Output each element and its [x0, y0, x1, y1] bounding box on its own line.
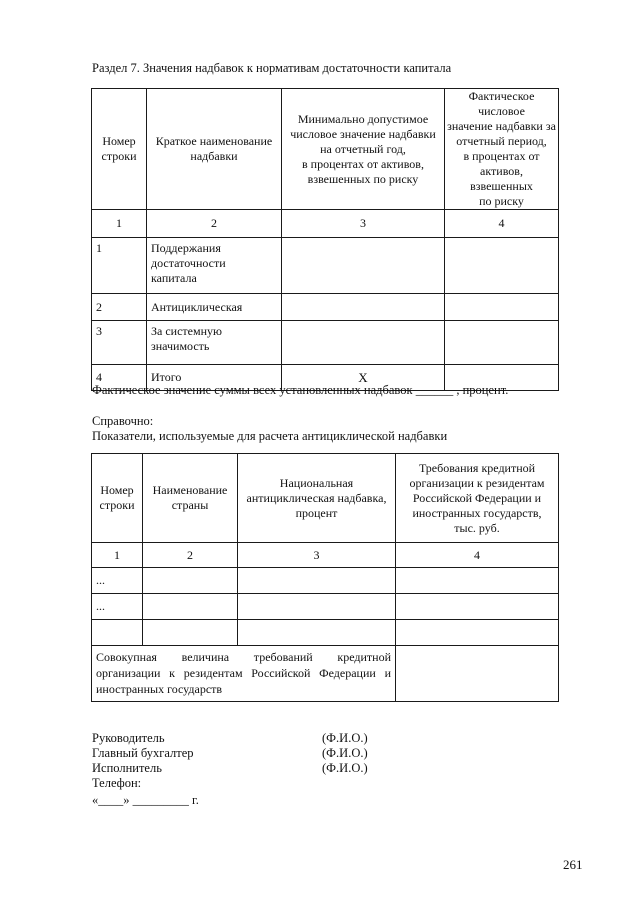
country-cell[interactable] [143, 568, 238, 594]
column-number: 1 [92, 543, 143, 568]
reference-label: Справочно: [92, 414, 154, 428]
table-header-row [92, 89, 559, 210]
column-number: 2 [143, 543, 238, 568]
signature-label-executor: Исполнитель [92, 761, 162, 775]
country-cell[interactable] [143, 620, 238, 646]
header-min-value: Минимально допустимое числовое значение надбавки на отчетный год, в процентах от активов, взвешенных по риску [282, 89, 445, 210]
column-number: 4 [445, 210, 559, 238]
table-row [92, 594, 559, 620]
actual-value-cell[interactable] [445, 294, 559, 321]
header-national-buffer: Национальная антициклическая надбавка, процент [238, 454, 396, 543]
header-row-number: Номер строки [92, 454, 143, 543]
signature-label-head: Руководитель [92, 731, 165, 745]
table-row [92, 321, 559, 365]
column-number: 1 [92, 210, 147, 238]
header-buffer-name: Краткое наименование надбавки [147, 89, 282, 210]
row-number: 3 [92, 321, 147, 365]
date-line: «____» _________ г. [92, 793, 199, 807]
signature-fio-head: (Ф.И.О.) [322, 731, 368, 745]
row-number [92, 620, 143, 646]
page-number: 261 [563, 857, 583, 872]
buffer-name: Итого [147, 365, 282, 391]
signature-fio-accountant: (Ф.И.О.) [322, 746, 368, 760]
national-buffer-cell[interactable] [238, 620, 396, 646]
table-row-total [92, 646, 559, 702]
country-cell[interactable] [143, 594, 238, 620]
actual-value-cell[interactable] [445, 321, 559, 365]
min-value-cell: X [282, 365, 445, 391]
header-claims: Требования кредитной организации к резидентам Российской Федерации и иностранных государств, тыс. руб. [396, 454, 559, 543]
column-number: 4 [396, 543, 559, 568]
table-header-row [92, 454, 559, 543]
row-number: ... [92, 594, 143, 620]
reference-subtitle: Показатели, используемые для расчета антициклической надбавки [92, 429, 448, 443]
actual-sum-line: Фактическое значение суммы всех установленных надбавок ______ , процент. [92, 383, 509, 397]
table-row [92, 294, 559, 321]
column-number-row [92, 210, 559, 238]
buffer-name: Поддержания достаточности капитала [147, 238, 282, 294]
section-title: Раздел 7. Значения надбавок к нормативам достаточности капитала [92, 61, 452, 75]
min-value-cell[interactable] [282, 321, 445, 365]
national-buffer-cell[interactable] [238, 594, 396, 620]
header-row-number: Номер строки [92, 89, 147, 210]
row-number: ... [92, 568, 143, 594]
column-number: 2 [147, 210, 282, 238]
total-claims-label: Совокупная величина требований кредитной организации к резидентам Российской Федерации и иностранных государств [92, 646, 396, 702]
header-actual-value: Фактическое числовое значение надбавки за отчетный период, в процентах от активов, взвешенных по риску [445, 89, 559, 210]
table-row [92, 238, 559, 294]
claims-cell[interactable] [396, 568, 559, 594]
claims-cell[interactable] [396, 594, 559, 620]
actual-value-cell[interactable] [445, 238, 559, 294]
column-number-row [92, 543, 559, 568]
column-number: 3 [282, 210, 445, 238]
row-number: 4 [92, 365, 147, 391]
table-row [92, 568, 559, 594]
countercyclical-indicators-table [91, 453, 559, 702]
min-value-cell[interactable] [282, 294, 445, 321]
buffer-name: Антициклическая [147, 294, 282, 321]
header-country-name: Наименование страны [143, 454, 238, 543]
phone-label: Телефон: [92, 776, 142, 790]
row-number: 1 [92, 238, 147, 294]
buffer-name: За системную значимость [147, 321, 282, 365]
signature-label-accountant: Главный бухгалтер [92, 746, 194, 760]
claims-cell[interactable] [396, 620, 559, 646]
column-number: 3 [238, 543, 396, 568]
total-claims-cell[interactable] [396, 646, 559, 702]
signature-fio-executor: (Ф.И.О.) [322, 761, 368, 775]
capital-buffers-table [91, 88, 559, 391]
national-buffer-cell[interactable] [238, 568, 396, 594]
table-row [92, 620, 559, 646]
min-value-cell[interactable] [282, 238, 445, 294]
row-number: 2 [92, 294, 147, 321]
